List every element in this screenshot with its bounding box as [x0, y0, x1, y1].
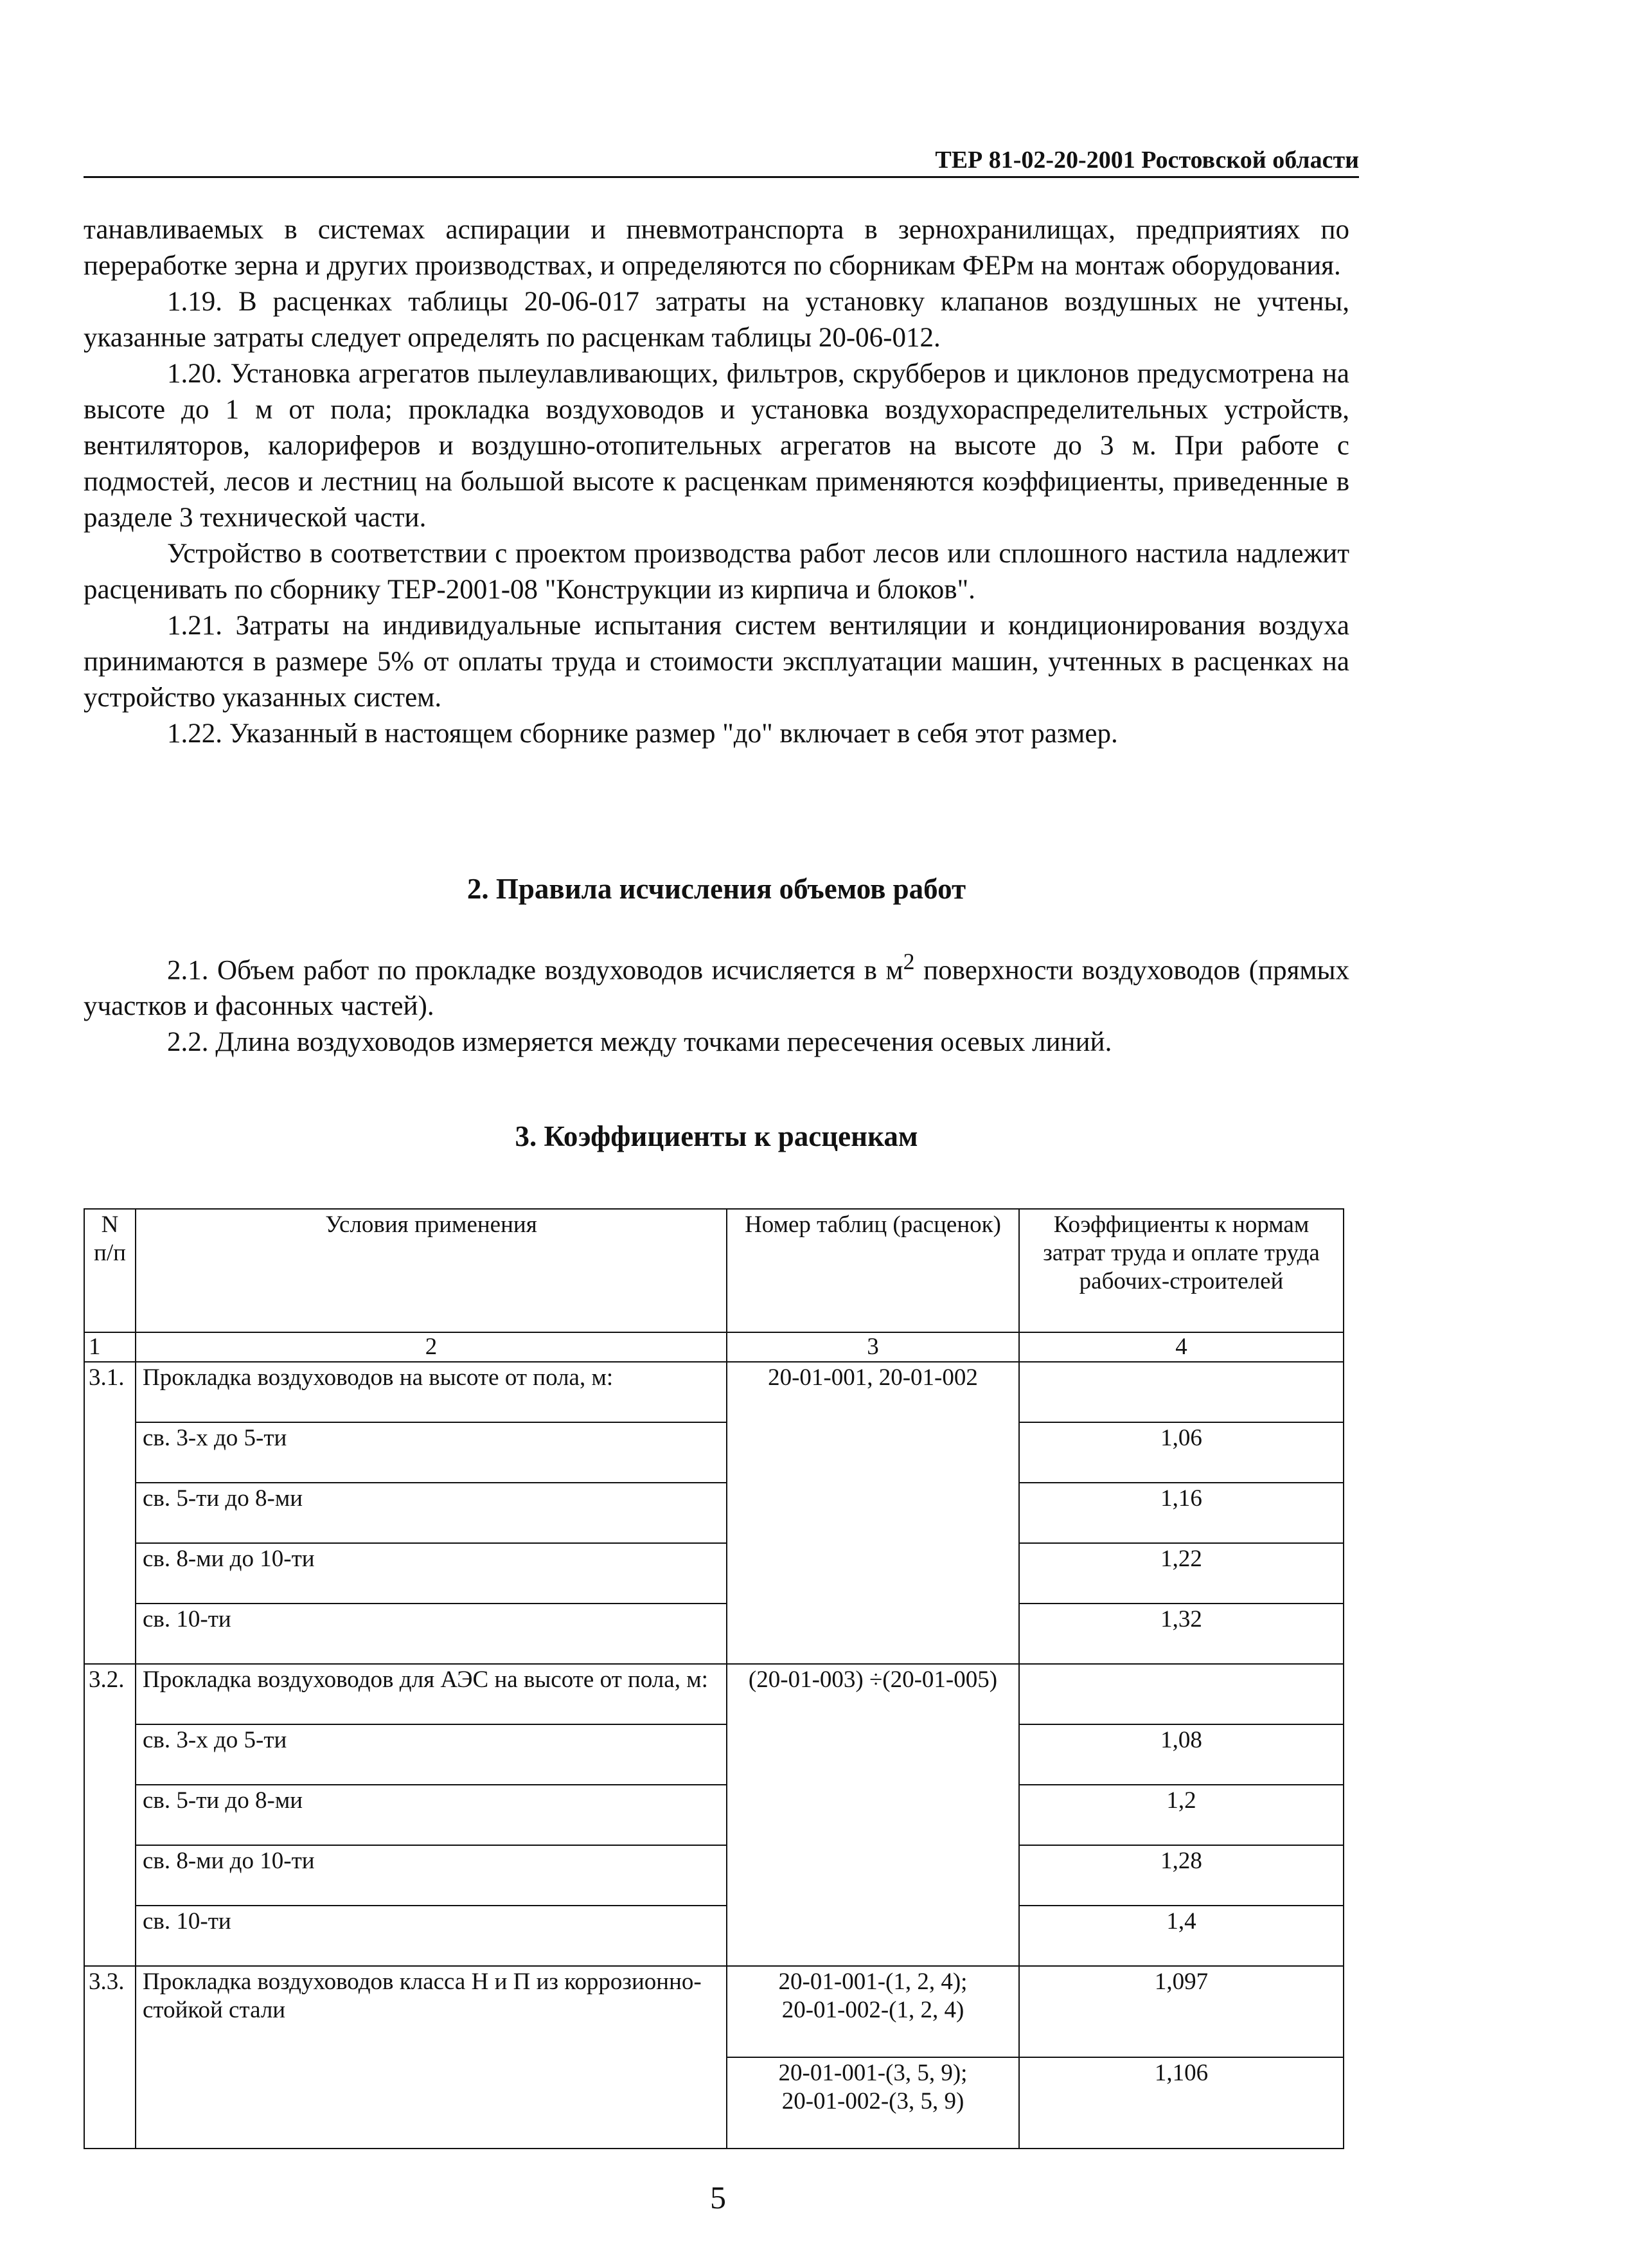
coefficient-cell: 1,28 [1019, 1845, 1344, 1906]
column-number-cell: 3 [727, 1332, 1019, 1362]
header-cell-conditions: Условия применения [136, 1209, 727, 1332]
table-row [84, 1362, 1344, 1422]
table-header-row [84, 1209, 1344, 1332]
header-cell-number: N п/п [84, 1209, 136, 1332]
header-cell-tables: Номер таблиц (расценок) [727, 1209, 1019, 1332]
coefficient-cell: 1,22 [1019, 1543, 1344, 1604]
table-row [84, 1845, 1344, 1906]
column-number-cell: 1 [84, 1332, 136, 1362]
table-row [84, 1785, 1344, 1845]
row-number: 3.3. [84, 1966, 136, 2149]
row-number: 3.1. [84, 1362, 136, 1664]
paragraph-2-2: 2.2. Длина воздуховодов измеряется между точками пересечения осевых линий. [167, 1027, 1112, 1058]
section-3-heading: 3. Коэффициенты к расценкам [515, 1120, 918, 1152]
paragraph-2-1-text: 2.1. Объем работ по прокладке воздуховодов исчисляется в м [167, 955, 903, 986]
condition-cell: св. 8-ми до 10-ти [136, 1543, 727, 1604]
paragraph-scaffolding: Устройство в соответствии с проектом производства работ лесов или сплошного настила надлежит расценивать по сборнику ТЕР-2001-08 "Конструкции из кирпича и блоков". [84, 539, 1349, 605]
coefficient-cell: 1,097 [1019, 1966, 1344, 2057]
coefficient-cell: 1,06 [1019, 1422, 1344, 1483]
paragraph-1-22: 1.22. Указанный в настоящем сборнике размер "до" включает в себя этот размер. [167, 719, 1118, 749]
page-number: 5 [710, 2179, 726, 2215]
paragraph-2-1-text-end: поверхности воздуховодов (прямых участков и фасонных частей). [84, 955, 1349, 1022]
coefficient-cell: 1,2 [1019, 1785, 1344, 1845]
tables-cell: 20-01-001, 20-01-002 [727, 1362, 1019, 1664]
condition-cell: св. 5-ти до 8-ми [136, 1483, 727, 1543]
column-number-cell: 2 [136, 1332, 727, 1362]
column-number-cell: 4 [1019, 1332, 1344, 1362]
tables-cell [727, 2057, 1019, 2149]
table-column-numbers-row [84, 1332, 1344, 1362]
paragraph-1-21: 1.21. Затраты на индивидуальные испытания систем вентиляции и кондиционирования воздуха принимаются в размере 5% от оплаты труда и стоимости эксплуатации машин, учтенных в расценках на устройство указанных систем. [84, 611, 1349, 713]
paragraph-1-20: 1.20. Установка агрегатов пылеулавливающих, фильтров, скрубберов и циклонов предусмотрена на высоте до 1 м от пола; прокладка воздуховодов и установка воздухораспределительных устройств, вентиляторов, калориферов и воздушно-отопительных агрегатов на высоте до 3 м. При работе с подмостей, лесов и лестниц на большой высоте к расценкам применяются коэффициенты, приведенные в разделе 3 технической части. [84, 359, 1349, 533]
section-2-heading: 2. Правила исчисления объемов работ [466, 873, 966, 905]
table-row [84, 1966, 1344, 2057]
coefficient-cell: 1,106 [1019, 2057, 1344, 2149]
coefficient-cell [1019, 1664, 1344, 1724]
condition-cell: св. 3-х до 5-ти [136, 1724, 727, 1785]
table-row [84, 1604, 1344, 1664]
condition-cell: св. 8-ми до 10-ти [136, 1845, 727, 1906]
table-row [84, 1664, 1344, 1724]
coefficient-cell: 1,32 [1019, 1604, 1344, 1664]
condition-cell: Прокладка воздуховодов класса Н и П из коррозионно-стойкой стали [136, 1966, 727, 2149]
tables-cell: (20-01-003) ÷(20-01-005) [727, 1664, 1019, 1966]
intro-text [84, 212, 1349, 752]
coefficient-cell: 1,16 [1019, 1483, 1344, 1543]
table-row [84, 1422, 1344, 1483]
table-row [84, 1483, 1344, 1543]
table-row [84, 1724, 1344, 1785]
superscript-2: 2 [903, 949, 915, 974]
condition-cell: Прокладка воздуховодов на высоте от пола, м: [136, 1362, 727, 1422]
condition-cell: св. 10-ти [136, 1604, 727, 1664]
paragraph-continuation: танавливаемых в системах аспирации и пневмотранспорта в зернохранилищах, предприятиях по переработке зерна и других производствах, и определяются по сборникам ФЕРм на монтаж оборудования. [84, 215, 1349, 281]
tables-line: 20-01-002-(1, 2, 4) [781, 1997, 964, 2023]
header-cell-coefficients: Коэффициенты к нормам затрат труда и оплате труда рабочих-строителей [1019, 1209, 1344, 1332]
tables-line: 20-01-001-(3, 5, 9); [778, 2060, 968, 2086]
condition-cell: св. 5-ти до 8-ми [136, 1785, 727, 1845]
condition-cell: Прокладка воздуховодов для АЭС на высоте от пола, м: [136, 1664, 727, 1724]
tables-cell [727, 1966, 1019, 2057]
coefficient-cell: 1,08 [1019, 1724, 1344, 1785]
tables-line: 20-01-001-(1, 2, 4); [778, 1969, 968, 1995]
section-2-text [84, 943, 1349, 1060]
coefficients-table [84, 1208, 1344, 2149]
coefficient-cell: 1,4 [1019, 1906, 1344, 1966]
running-header: ТЕР 81-02-20-2001 Ростовской области [84, 145, 1359, 178]
condition-cell: св. 10-ти [136, 1906, 727, 1966]
coefficient-cell [1019, 1362, 1344, 1422]
table-row [84, 1906, 1344, 1966]
paragraph-2-1 [84, 943, 1349, 1024]
table-row [84, 1543, 1344, 1604]
row-number: 3.2. [84, 1664, 136, 1966]
tables-line: 20-01-002-(3, 5, 9) [781, 2088, 964, 2114]
paragraph-1-19: 1.19. В расценках таблицы 20-06-017 затраты на установку клапанов воздушных не учтены, указанные затраты следует определять по расценкам таблицы 20-06-012. [84, 287, 1349, 353]
condition-cell: св. 3-х до 5-ти [136, 1422, 727, 1483]
